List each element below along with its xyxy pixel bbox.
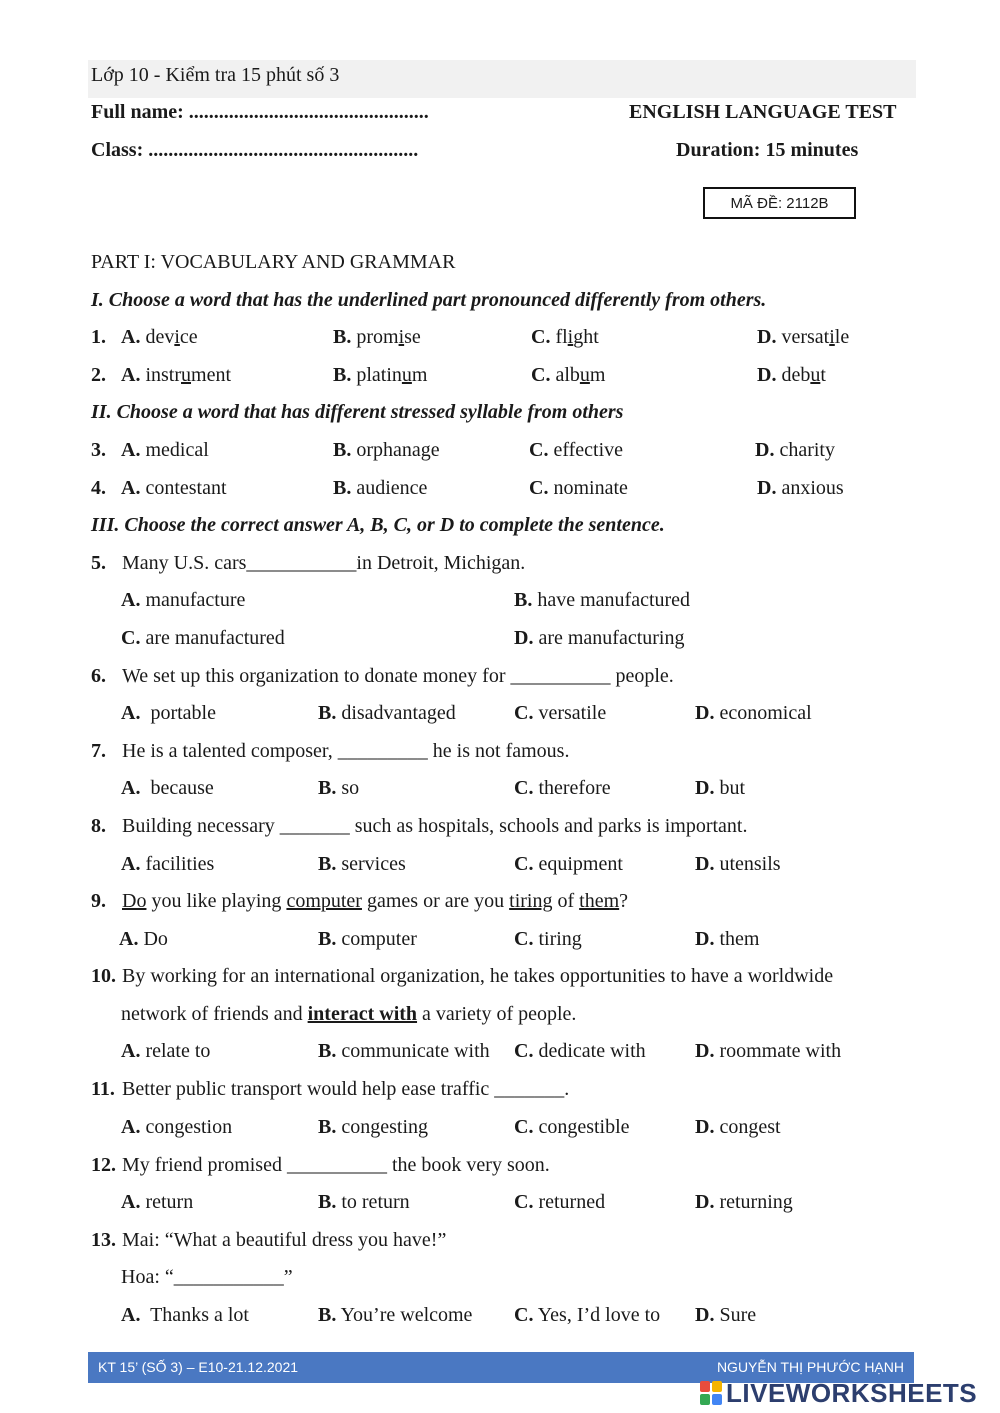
question-stem: Many U.S. cars___________in Detroit, Michigan. — [122, 552, 526, 574]
liveworksheets-icon — [700, 1381, 722, 1405]
q7-option-d[interactable]: D. but — [695, 777, 746, 799]
question-13-line2: Hoa: “___________” — [121, 1266, 293, 1288]
q11-option-a[interactable]: A. congestion — [121, 1116, 233, 1138]
q2-option-d[interactable]: D. debut — [757, 364, 826, 386]
question-11: 11. Better public transport would help ease traffic _______. — [91, 1078, 570, 1100]
q10-option-a[interactable]: A. relate to — [121, 1040, 211, 1062]
q13-option-d[interactable]: D. Sure — [695, 1304, 757, 1326]
q2-option-a[interactable]: A. instrument — [121, 364, 232, 386]
question-10: 10. By working for an international organization, he takes opportunities to have a worldwide — [91, 965, 834, 987]
q12-option-a[interactable]: A. return — [121, 1191, 194, 1213]
question-5: 5. Many U.S. cars___________in Detroit, Michigan. — [91, 552, 526, 574]
part-title: PART I: VOCABULARY AND GRAMMAR — [91, 251, 456, 273]
q1-option-c[interactable]: C. flight — [531, 326, 599, 348]
q4-option-a[interactable]: A. contestant — [121, 477, 227, 499]
q11-option-c[interactable]: C. congestible — [514, 1116, 630, 1138]
question-4: 4. — [91, 477, 106, 499]
q9-option-a[interactable]: A. Do — [119, 928, 168, 950]
question-7: 7. He is a talented composer, _________ he is not famous. — [91, 740, 570, 762]
q4-option-b[interactable]: B. audience — [333, 477, 428, 499]
q13-option-c[interactable]: C. Yes, I’d love to — [514, 1304, 661, 1326]
question-9: 9. Do you like playing computer games or are you tiring of them? — [91, 890, 629, 912]
q5-option-c[interactable]: C. are manufactured — [121, 627, 285, 649]
q6-option-c[interactable]: C. versatile — [514, 702, 607, 724]
q3-option-c[interactable]: C. effective — [529, 439, 624, 461]
q3-option-d[interactable]: D. charity — [755, 439, 835, 461]
q10-option-b[interactable]: B. communicate with — [318, 1040, 490, 1062]
q4-option-d[interactable]: D. anxious — [757, 477, 844, 499]
q2-option-c[interactable]: C. album — [531, 364, 606, 386]
q13-option-a[interactable]: A. Thanks a lot — [121, 1304, 249, 1326]
q5-option-b[interactable]: B. have manufactured — [514, 589, 691, 611]
q3-option-b[interactable]: B. orphanage — [333, 439, 440, 461]
exam-code: MÃ ĐỀ: 2112B — [730, 194, 829, 212]
q10-option-d[interactable]: D. roommate with — [695, 1040, 842, 1062]
q12-option-c[interactable]: C. returned — [514, 1191, 606, 1213]
q1-option-d[interactable]: D. versatile — [757, 326, 850, 348]
question-stem: We set up this organization to donate money for __________ people. — [122, 665, 674, 687]
question-stem: Mai: “What a beautiful dress you have!” — [122, 1229, 447, 1251]
liveworksheets-logo — [700, 1378, 977, 1408]
section-2-heading: II. Choose a word that has different stressed syllable from others — [91, 401, 624, 423]
q7-option-a[interactable]: A. because — [121, 777, 214, 799]
full-name-line — [91, 101, 429, 124]
q3-option-a[interactable]: A. medical — [121, 439, 209, 461]
q4-option-c[interactable]: C. nominate — [529, 477, 628, 499]
class-blank[interactable]: ...................................................... — [148, 139, 419, 161]
q8-option-c[interactable]: C. equipment — [514, 853, 623, 875]
q6-option-b[interactable]: B. disadvantaged — [318, 702, 456, 724]
exam-code-box — [703, 187, 856, 219]
question-stem: He is a talented composer, _________ he is not famous. — [122, 740, 570, 762]
full-name-blank[interactable]: ................................................ — [188, 101, 429, 123]
section-3-heading: III. Choose the correct answer A, B, C, or D to complete the sentence. — [91, 514, 665, 536]
q7-option-b[interactable]: B. so — [318, 777, 360, 799]
full-name-label: Full name: — [91, 101, 184, 123]
question-number: 1. — [91, 326, 106, 348]
liveworksheets-text: LIVEWORKSHEETS — [726, 1377, 978, 1408]
question-stem: Better public transport would help ease traffic _______. — [122, 1078, 570, 1100]
q11-option-b[interactable]: B. congesting — [318, 1116, 428, 1138]
q9-option-b[interactable]: B. computer — [318, 928, 417, 950]
question-10-line2: network of friends and interact with a variety of people. — [121, 1003, 577, 1025]
q9-option-c[interactable]: C. tiring — [514, 928, 582, 950]
q1-option-a[interactable]: A. device — [121, 326, 198, 348]
q13-option-b[interactable]: B. You’re welcome — [318, 1304, 473, 1326]
question-stem: My friend promised __________ the book very soon. — [122, 1154, 550, 1176]
question-stem: Building necessary _______ such as hospitals, schools and parks is important. — [122, 815, 748, 837]
q2-option-b[interactable]: B. platinum — [333, 364, 428, 386]
question-number: 2. — [91, 364, 106, 386]
q8-option-a[interactable]: A. facilities — [121, 853, 215, 875]
class-line — [91, 139, 418, 162]
q11-option-d[interactable]: D. congest — [695, 1116, 781, 1138]
q6-option-d[interactable]: D. economical — [695, 702, 812, 724]
test-subtitle: Lớp 10 - Kiểm tra 15 phút số 3 — [91, 64, 340, 86]
question-2 — [91, 364, 122, 387]
q10-option-c[interactable]: C. dedicate with — [514, 1040, 646, 1062]
class-label: Class: — [91, 139, 144, 161]
question-12: 12. My friend promised __________ the book very soon. — [91, 1154, 550, 1176]
q5-option-d[interactable]: D. are manufacturing — [514, 627, 685, 649]
test-title: ENGLISH LANGUAGE TEST — [629, 101, 897, 123]
question-3: 3. — [91, 439, 106, 461]
q12-option-b[interactable]: B. to return — [318, 1191, 410, 1213]
footer-right-text: NGUYỄN THỊ PHƯỚC HẠNH — [716, 1359, 904, 1375]
q7-option-c[interactable]: C. therefore — [514, 777, 611, 799]
section-1-heading: I. Choose a word that has the underlined part pronounced differently from others. — [91, 289, 767, 311]
q8-option-d[interactable]: D. utensils — [695, 853, 781, 875]
question-stem: By working for an international organization, he takes opportunities to have a worldwide — [122, 965, 834, 987]
q1-option-b[interactable]: B. promise — [333, 326, 421, 348]
question-13: 13. Mai: “What a beautiful dress you have!” — [91, 1229, 447, 1251]
q5-option-a[interactable]: A. manufacture — [121, 589, 246, 611]
q8-option-b[interactable]: B. services — [318, 853, 406, 875]
duration: Duration: 15 minutes — [676, 139, 859, 161]
question-6: 6. We set up this organization to donate money for __________ people. — [91, 665, 674, 687]
q12-option-d[interactable]: D. returning — [695, 1191, 793, 1213]
q9-option-d[interactable]: D. them — [695, 928, 760, 950]
footer-left-text: KT 15’ (SỐ 3) – E10-21.12.2021 — [98, 1359, 299, 1375]
question-1 — [91, 326, 122, 349]
q6-option-a[interactable]: A. portable — [121, 702, 216, 724]
question-8: 8. Building necessary _______ such as hospitals, schools and parks is important. — [91, 815, 748, 837]
